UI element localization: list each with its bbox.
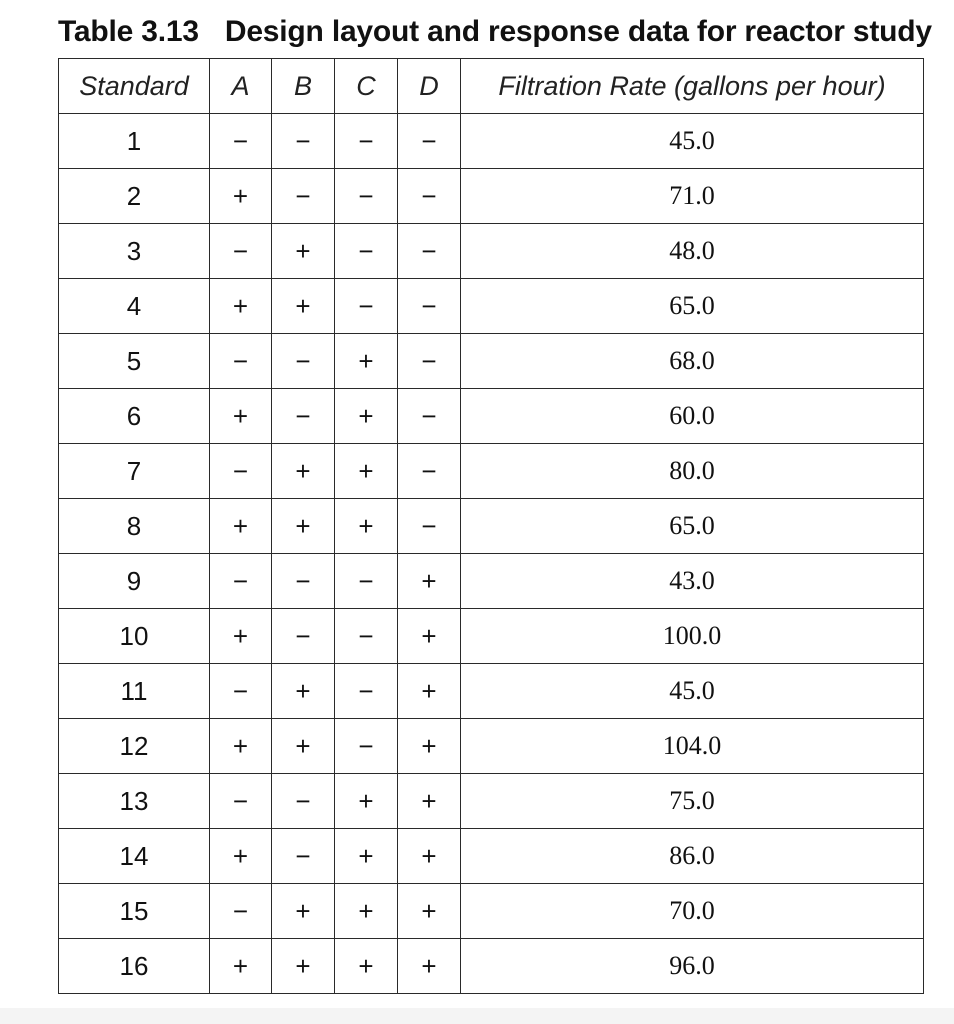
cell-filtration-rate: 43.0 (461, 554, 924, 609)
table-row (59, 389, 924, 444)
cell-d: + (398, 719, 461, 774)
cell-standard: 1 (59, 114, 210, 169)
cell-b: − (272, 169, 335, 224)
table-row (59, 609, 924, 664)
cell-standard: 2 (59, 169, 210, 224)
cell-filtration-rate: 71.0 (461, 169, 924, 224)
cell-d: − (398, 224, 461, 279)
cell-a: + (210, 389, 272, 444)
cell-d: + (398, 939, 461, 994)
cell-d: − (398, 114, 461, 169)
table-caption (58, 12, 932, 52)
cell-d: + (398, 884, 461, 939)
table-row (59, 169, 924, 224)
cell-filtration-rate: 48.0 (461, 224, 924, 279)
cell-c: + (335, 334, 398, 389)
cell-c: + (335, 774, 398, 829)
table-row (59, 499, 924, 554)
cell-c: − (335, 664, 398, 719)
cell-standard: 12 (59, 719, 210, 774)
table-row (59, 444, 924, 499)
table-header-row (59, 59, 924, 114)
cell-filtration-rate: 86.0 (461, 829, 924, 884)
cell-a: − (210, 444, 272, 499)
table-row (59, 939, 924, 994)
table-row (59, 279, 924, 334)
cell-standard: 13 (59, 774, 210, 829)
cell-c: + (335, 389, 398, 444)
cell-standard: 7 (59, 444, 210, 499)
cell-filtration-rate: 45.0 (461, 664, 924, 719)
cell-filtration-rate: 70.0 (461, 884, 924, 939)
cell-filtration-rate: 80.0 (461, 444, 924, 499)
cell-d: − (398, 444, 461, 499)
header-a: A (210, 59, 272, 114)
cell-a: − (210, 334, 272, 389)
cell-standard: 9 (59, 554, 210, 609)
table-row (59, 829, 924, 884)
cell-d: + (398, 664, 461, 719)
cell-a: + (210, 939, 272, 994)
cell-standard: 5 (59, 334, 210, 389)
cell-d: − (398, 169, 461, 224)
cell-a: + (210, 499, 272, 554)
cell-a: + (210, 829, 272, 884)
cell-filtration-rate: 60.0 (461, 389, 924, 444)
cell-c: − (335, 719, 398, 774)
cell-b: + (272, 279, 335, 334)
cell-c: + (335, 884, 398, 939)
cell-b: + (272, 444, 335, 499)
cell-filtration-rate: 65.0 (461, 279, 924, 334)
cell-d: − (398, 389, 461, 444)
table-row (59, 719, 924, 774)
cell-c: − (335, 279, 398, 334)
cell-standard: 11 (59, 664, 210, 719)
cell-b: + (272, 664, 335, 719)
cell-standard: 3 (59, 224, 210, 279)
cell-c: + (335, 829, 398, 884)
design-table (58, 58, 924, 994)
cell-a: − (210, 664, 272, 719)
header-b: B (272, 59, 335, 114)
table-row (59, 334, 924, 389)
cell-a: + (210, 719, 272, 774)
cell-standard: 14 (59, 829, 210, 884)
cell-d: + (398, 829, 461, 884)
cell-a: + (210, 279, 272, 334)
cell-standard: 6 (59, 389, 210, 444)
cell-b: + (272, 939, 335, 994)
cell-filtration-rate: 96.0 (461, 939, 924, 994)
table-row (59, 884, 924, 939)
cell-standard: 8 (59, 499, 210, 554)
cell-a: − (210, 884, 272, 939)
table-row (59, 114, 924, 169)
table-body (59, 114, 924, 994)
cell-c: − (335, 609, 398, 664)
header-filtration-rate: Filtration Rate (gallons per hour) (461, 59, 924, 114)
cell-b: + (272, 499, 335, 554)
cell-a: + (210, 169, 272, 224)
cell-filtration-rate: 104.0 (461, 719, 924, 774)
cell-filtration-rate: 45.0 (461, 114, 924, 169)
cell-b: − (272, 334, 335, 389)
cell-a: − (210, 774, 272, 829)
cell-standard: 15 (59, 884, 210, 939)
cell-filtration-rate: 75.0 (461, 774, 924, 829)
header-standard: Standard (59, 59, 210, 114)
cell-b: − (272, 829, 335, 884)
cell-b: + (272, 719, 335, 774)
cell-a: − (210, 554, 272, 609)
table-row (59, 664, 924, 719)
cell-b: + (272, 884, 335, 939)
cell-filtration-rate: 65.0 (461, 499, 924, 554)
table-number: Table 3.13 (58, 15, 199, 48)
cell-b: − (272, 114, 335, 169)
cell-d: − (398, 334, 461, 389)
cell-c: − (335, 224, 398, 279)
cell-d: − (398, 499, 461, 554)
cell-filtration-rate: 68.0 (461, 334, 924, 389)
cell-b: − (272, 774, 335, 829)
cell-b: − (272, 389, 335, 444)
cell-standard: 4 (59, 279, 210, 334)
table-title: Design layout and response data for reactor study (224, 15, 932, 48)
cell-standard: 10 (59, 609, 210, 664)
header-d: D (398, 59, 461, 114)
header-c: C (335, 59, 398, 114)
cell-d: + (398, 609, 461, 664)
cell-standard: 16 (59, 939, 210, 994)
cell-c: − (335, 114, 398, 169)
cell-c: + (335, 499, 398, 554)
cell-a: − (210, 114, 272, 169)
cell-c: + (335, 444, 398, 499)
cell-c: − (335, 169, 398, 224)
cell-a: − (210, 224, 272, 279)
cell-c: + (335, 939, 398, 994)
cell-a: + (210, 609, 272, 664)
cell-b: + (272, 224, 335, 279)
table-row (59, 554, 924, 609)
cell-d: + (398, 774, 461, 829)
cell-c: − (335, 554, 398, 609)
table-row (59, 774, 924, 829)
cell-b: − (272, 609, 335, 664)
cell-d: − (398, 279, 461, 334)
page-bottom-edge (0, 1008, 954, 1024)
cell-b: − (272, 554, 335, 609)
cell-d: + (398, 554, 461, 609)
table-row (59, 224, 924, 279)
cell-filtration-rate: 100.0 (461, 609, 924, 664)
